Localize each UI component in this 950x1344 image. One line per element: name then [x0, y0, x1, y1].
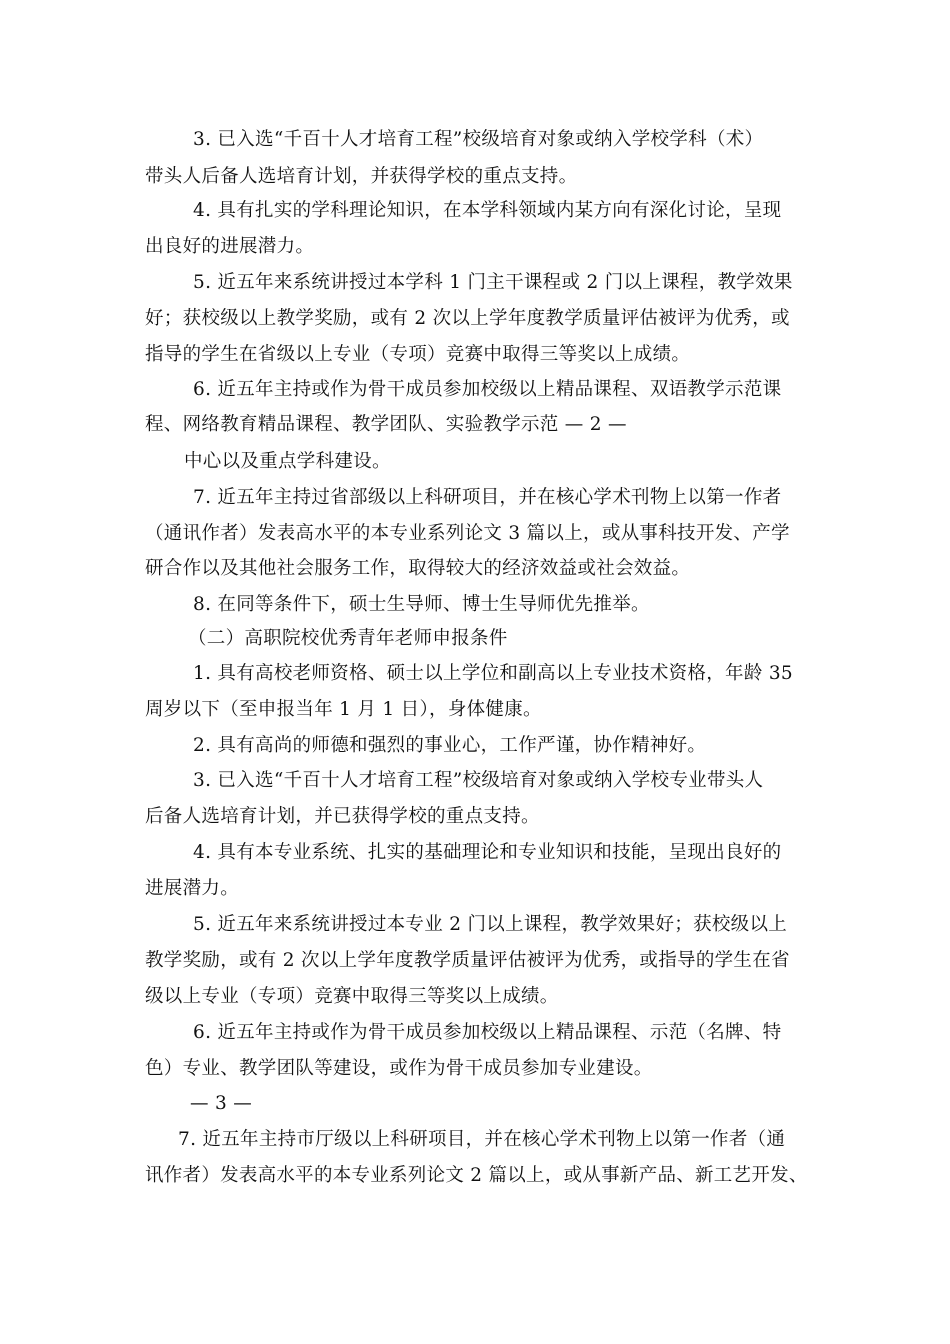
text-line: 级以上专业（专项）竞赛中取得三等奖以上成绩。	[145, 986, 559, 1007]
section-heading: （二）高职院校优秀青年老师申报条件	[188, 628, 508, 649]
text-line: 8. 在同等条件下，硕士生导师、博士生导师优先推举。	[193, 594, 650, 615]
text-line: 1. 具有高校老师资格、硕士以上学位和副高以上专业技术资格，年龄 35	[193, 663, 793, 684]
text-line: （通讯作者）发表高水平的本专业系列论文 3 篇以上，或从事科技开发、产学	[145, 523, 790, 544]
text-line: 程、网络教育精品课程、教学团队、实验教学示范 — 2 —	[145, 414, 627, 435]
text-line: 4. 具有本专业系统、扎实的基础理论和专业知识和技能，呈现出良好的	[193, 842, 782, 863]
text-line: 中心以及重点学科建设。	[184, 451, 391, 472]
page-number: — 3 —	[190, 1093, 253, 1114]
text-line: 3. 已入选“千百十人才培育工程”校级培育对象或纳入学校专业带头人	[193, 770, 764, 791]
text-line: 5. 近五年来系统讲授过本专业 2 门以上课程，教学效果好；获校级以上	[193, 914, 788, 935]
text-line: 带头人后备人选培育计划，并获得学校的重点支持。	[145, 166, 578, 187]
text-line: 好；获校级以上教学奖励，或有 2 次以上学年度教学质量评估被评为优秀，或	[145, 308, 790, 329]
text-line: 7. 近五年主持市厅级以上科研项目，并在核心学术刊物上以第一作者（通	[178, 1129, 786, 1150]
text-line: 4. 具有扎实的学科理论知识，在本学科领域内某方向有深化讨论，呈现	[193, 200, 782, 221]
text-line: 7. 近五年主持过省部级以上科研项目，并在核心学术刊物上以第一作者	[193, 487, 782, 508]
text-line: 指导的学生在省级以上专业（专项）竞赛中取得三等奖以上成绩。	[145, 344, 691, 365]
text-line: 讯作者）发表高水平的本专业系列论文 2 篇以上，或从事新产品、新工艺开发、	[145, 1165, 808, 1186]
text-line: 6. 近五年主持或作为骨干成员参加校级以上精品课程、双语教学示范课	[193, 379, 782, 400]
text-line: 6. 近五年主持或作为骨干成员参加校级以上精品课程、示范（名牌、特	[193, 1022, 782, 1043]
text-line: 5. 近五年来系统讲授过本学科 1 门主干课程或 2 门以上课程，教学效果	[193, 272, 793, 293]
text-line: 3. 已入选“千百十人才培育工程”校级培育对象或纳入学校学科（术）	[193, 129, 764, 150]
text-line: 进展潜力。	[145, 878, 240, 899]
text-line: 2. 具有高尚的师德和强烈的事业心，工作严谨，协作精神好。	[193, 735, 707, 756]
text-line: 出良好的进展潜力。	[145, 236, 315, 257]
text-line: 研合作以及其他社会服务工作，取得较大的经济效益或社会效益。	[145, 558, 691, 579]
text-line: 后备人选培育计划，并已获得学校的重点支持。	[145, 806, 540, 827]
text-line: 教学奖励，或有 2 次以上学年度教学质量评估被评为优秀，或指导的学生在省	[145, 950, 790, 971]
text-line: 周岁以下（至申报当年 1 月 1 日），身体健康。	[145, 699, 542, 720]
text-line: 色）专业、教学团队等建设，或作为骨干成员参加专业建设。	[145, 1058, 653, 1079]
